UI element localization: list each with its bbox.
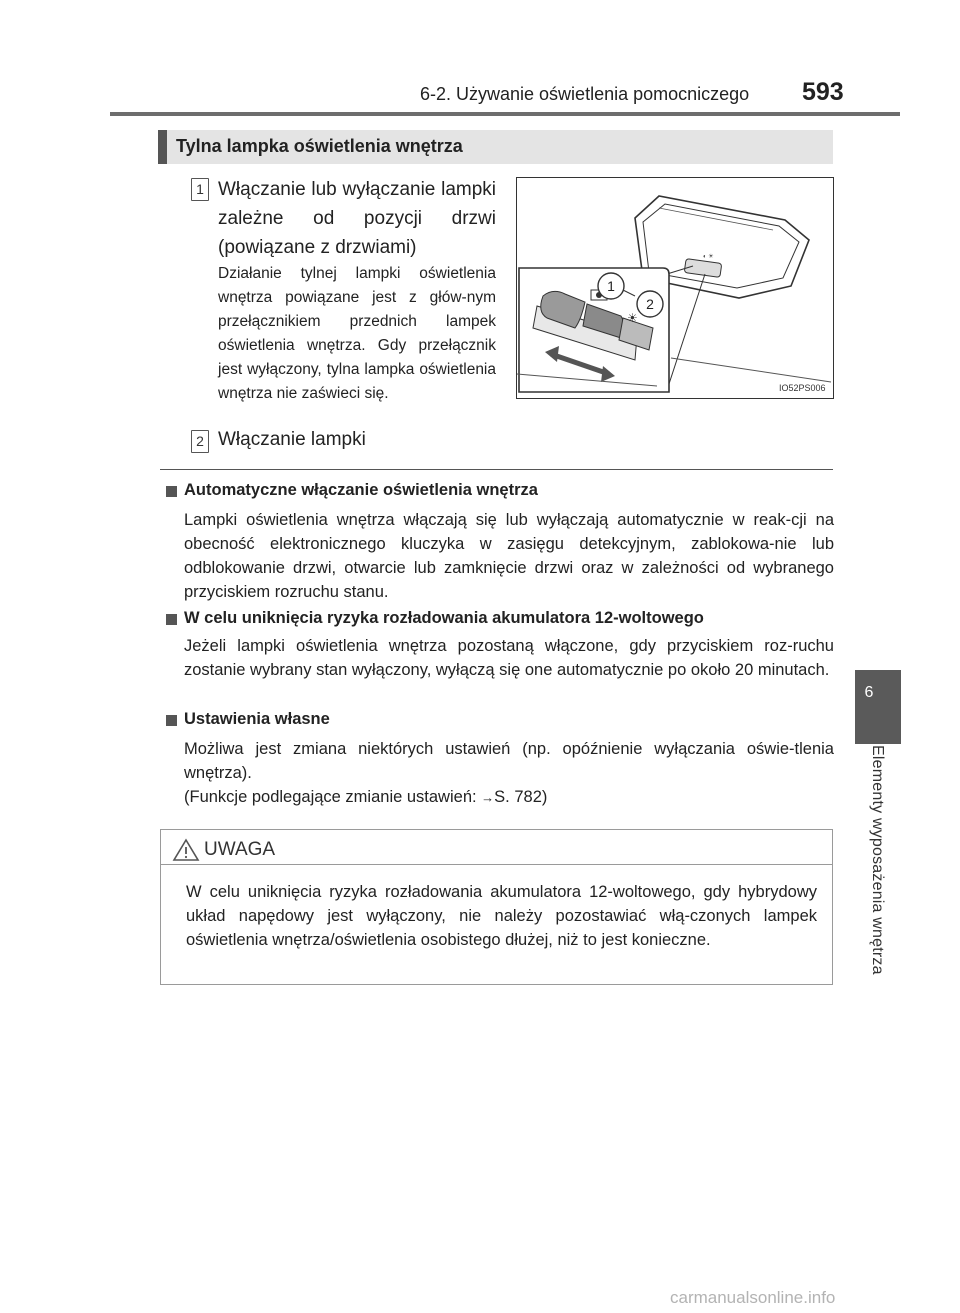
watermark: carmanualsonline.info bbox=[670, 1288, 836, 1307]
item-number-badge: 2 bbox=[191, 430, 209, 453]
header-rule bbox=[110, 112, 900, 116]
illustration-dome-lamp bbox=[516, 177, 834, 399]
svg-text:◐ ☀: ◐ ☀ bbox=[703, 254, 714, 260]
warning-text: W celu uniknięcia ryzyka rozładowania akumulatora 12-woltowego, gdy hybrydowy układ napędowy jest wyłączony, nie należy pozostawiać włą-czonych lampek oświetlenia wnętrza/oświetlenia osobistego dłużej, niż to jest konieczne. bbox=[186, 883, 817, 949]
note-body: Jeżeli lampki oświetlenia wnętrza pozostaną włączone, gdy przyciskiem roz-ruchu zostanie wybrany stan wyłączony, wyłączą się one automatycznie po około 20 minutach. bbox=[184, 637, 834, 679]
chapter-number: 6 bbox=[864, 684, 874, 701]
reference-prefix: (Funkcje podlegające zmianie ustawień: bbox=[184, 788, 482, 806]
callout-2: 2 bbox=[646, 296, 654, 312]
chapter-tab bbox=[855, 670, 901, 744]
item-description: Działanie tylnej lampki oświetlenia wnętrza powiązane jest z głów-nym przełącznikiem przednich lampek oświetlenia wnętrza. Gdy przełącznik jest wyłączony, tylna lampka oświetlenia wnętrza nie zaświeci się. bbox=[218, 265, 496, 402]
chapter-label: Elementy wyposażenia wnętrza bbox=[869, 745, 886, 975]
reference-arrow-icon: → bbox=[481, 790, 495, 805]
item-number-badge: 1 bbox=[191, 178, 209, 201]
page-number: 593 bbox=[802, 78, 844, 106]
warning-triangle-icon bbox=[172, 838, 200, 862]
note-heading: Automatyczne włączanie oświetlenia wnętrza bbox=[184, 481, 538, 499]
section-heading: Tylna lampka oświetlenia wnętrza bbox=[176, 136, 463, 156]
note-heading: W celu uniknięcia ryzyka rozładowania akumulatora 12-woltowego bbox=[184, 609, 704, 627]
bullet-square-icon bbox=[166, 614, 177, 625]
warning-label: UWAGA bbox=[204, 839, 276, 860]
note-body: Możliwa jest zmiana niektórych ustawień (np. opóźnienie wyłączania oświe-tlenia wnętrza). bbox=[184, 740, 834, 782]
reference-link[interactable]: S. 782) bbox=[494, 788, 548, 806]
bullet-square-icon bbox=[166, 715, 177, 726]
dome-lamp-drawing bbox=[517, 178, 833, 398]
note-heading: Ustawienia własne bbox=[184, 710, 330, 728]
running-header-section: 6-2. Używanie oświetlenia pomocniczego bbox=[420, 84, 750, 104]
callout-1: 1 bbox=[607, 278, 615, 294]
bullet-square-icon bbox=[166, 486, 177, 497]
item-title: Włączanie lub wyłączanie lampki zależne od pozycji drzwi (powiązane z drzwiami) bbox=[218, 179, 496, 258]
note-reference bbox=[184, 785, 834, 810]
section-divider bbox=[160, 469, 833, 470]
note-body: Lampki oświetlenia wnętrza włączają się lub wyłączają automatycznie w reak-cji na obecność elektronicznego kluczyka w zasięgu detekcyjnym, zablokowa-nie lub odblokowanie drzwi, otwarcie lub zamknięcie drzwi oraz w zależności od wybranego przyciskiem rozruchu stanu. bbox=[184, 511, 834, 601]
warning-divider bbox=[160, 864, 833, 865]
svg-text:☀: ☀ bbox=[627, 311, 638, 325]
item-title: Włączanie lampki bbox=[218, 429, 366, 450]
illustration-code: IO52PS006 bbox=[779, 383, 826, 393]
